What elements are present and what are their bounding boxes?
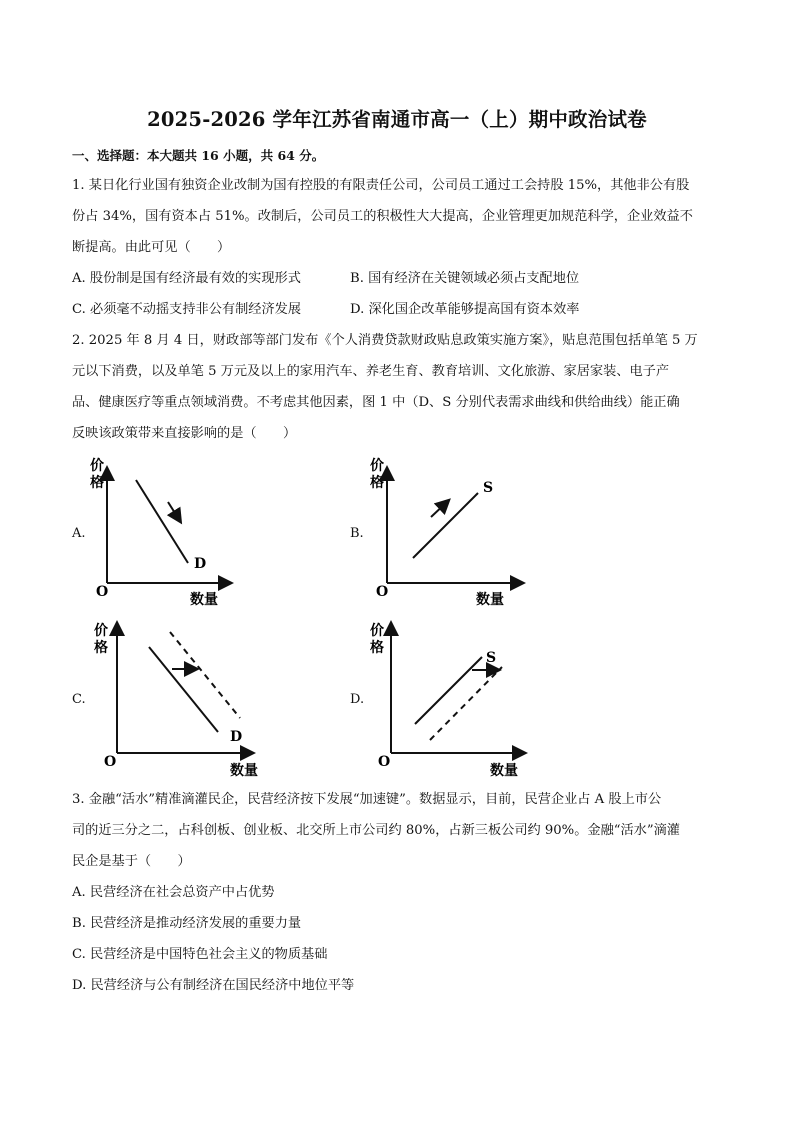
graph-d-label[interactable]: D. (350, 692, 365, 707)
q1-stem-line-3: 断提高。由此可见（ ） (72, 240, 231, 255)
q1-stem-line-2: 份占 34%，国有资本占 51%。改制后，公司员工的积极性大大提高，企业管理更加规范科学，企业效益不 (72, 209, 693, 224)
q1-stem-line-1: 1. 某日化行业国有独资企业改制为国有控股的有限责任公司，公司员工通过工会持股 15%，其他非公有股 (72, 178, 690, 193)
y-axis-label-bottom: 格 (370, 640, 384, 656)
q2-stem-line-1: 2. 2025 年 8 月 4 日，财政部等部门发布《个人消费贷款财政贴息政策实施方案》，贴息范围包括单笔 5 万 (72, 333, 698, 348)
y-axis-label-bottom: 格 (94, 640, 108, 656)
q3-option-b[interactable]: B. 民营经济是推动经济发展的重要力量 (72, 916, 302, 931)
curve-label: D (230, 729, 243, 745)
x-axis-label: 数量 (190, 592, 218, 608)
shift-arrow (431, 501, 448, 517)
graph-d (368, 620, 528, 780)
graph-b (368, 455, 528, 610)
q2-stem-line-4: 反映该政策带来直接影响的是（ ） (72, 426, 297, 441)
q1-option-c[interactable]: C. 必须毫不动摇支持非公有制经济发展 (72, 302, 302, 317)
y-axis-label-bottom: 格 (370, 475, 384, 491)
q1-option-a[interactable]: A. 股份制是国有经济最有效的实现形式 (72, 271, 301, 286)
y-axis-label-top: 价 (370, 623, 384, 639)
y-axis-label-top: 价 (94, 623, 108, 639)
curve-label: S (486, 650, 497, 666)
q1-option-d[interactable]: D. 深化国企改革能够提高国有资本效率 (350, 302, 580, 317)
origin-label: O (96, 584, 109, 600)
q3-stem-line-3: 民企是基于（ ） (72, 854, 191, 869)
x-axis-label: 数量 (490, 763, 518, 779)
curve-label: D (194, 556, 207, 572)
graph-c-label[interactable]: C. (72, 692, 86, 707)
q2-stem-line-3: 品、健康医疗等重点领域消费。不考虑其他因素，图 1 中（D、S 分别代表需求曲线和供给曲线）能正确 (72, 395, 680, 410)
q1-option-b[interactable]: B. 国有经济在关键领域必须占支配地位 (350, 271, 580, 286)
demand-curve (136, 480, 188, 563)
y-axis-label-top: 价 (90, 458, 104, 474)
q2-stem-line-2: 元以下消费，以及单笔 5 万元及以上的家用汽车、养老生育、教育培训、文化旅游、家居家装、电子产 (72, 364, 670, 379)
x-axis-label: 数量 (230, 763, 258, 779)
q3-option-d[interactable]: D. 民营经济与公有制经济在国民经济中地位平等 (72, 978, 355, 993)
demand-curve-original (149, 647, 218, 732)
section-heading: 一、选择题：本大题共 16 小题，共 64 分。 (72, 148, 325, 163)
demand-curve-shifted (170, 632, 240, 718)
x-axis-label: 数量 (476, 592, 504, 608)
shift-arrow (168, 502, 180, 521)
q3-stem-line-1: 3. 金融“活水”精准滴灌民企，民营经济按下发展“加速键”。数据显示，目前，民营企业占 A 股上市公 (72, 792, 662, 807)
q3-option-c[interactable]: C. 民营经济是中国特色社会主义的物质基础 (72, 947, 328, 962)
supply-curve-original (415, 657, 482, 724)
origin-label: O (104, 754, 117, 770)
graph-c (92, 620, 257, 780)
origin-label: O (378, 754, 391, 770)
curve-label: S (483, 480, 494, 496)
y-axis-label-bottom: 格 (90, 475, 104, 491)
y-axis-label-top: 价 (370, 458, 384, 474)
supply-curve-shifted (430, 667, 502, 740)
q3-stem-line-2: 司的近三分之二，占科创板、创业板、北交所上市公司约 80%，占新三板公司约 90%。金融“活水”滴灌 (72, 823, 680, 838)
page-title: 2025-2026 学年江苏省南通市高一（上）期中政治试卷 (147, 108, 647, 131)
graph-b-label[interactable]: B. (350, 526, 364, 541)
q3-option-a[interactable]: A. 民营经济在社会总资产中占优势 (72, 885, 275, 900)
graph-a-label[interactable]: A. (72, 526, 86, 541)
origin-label: O (376, 584, 389, 600)
graph-a (88, 455, 238, 610)
